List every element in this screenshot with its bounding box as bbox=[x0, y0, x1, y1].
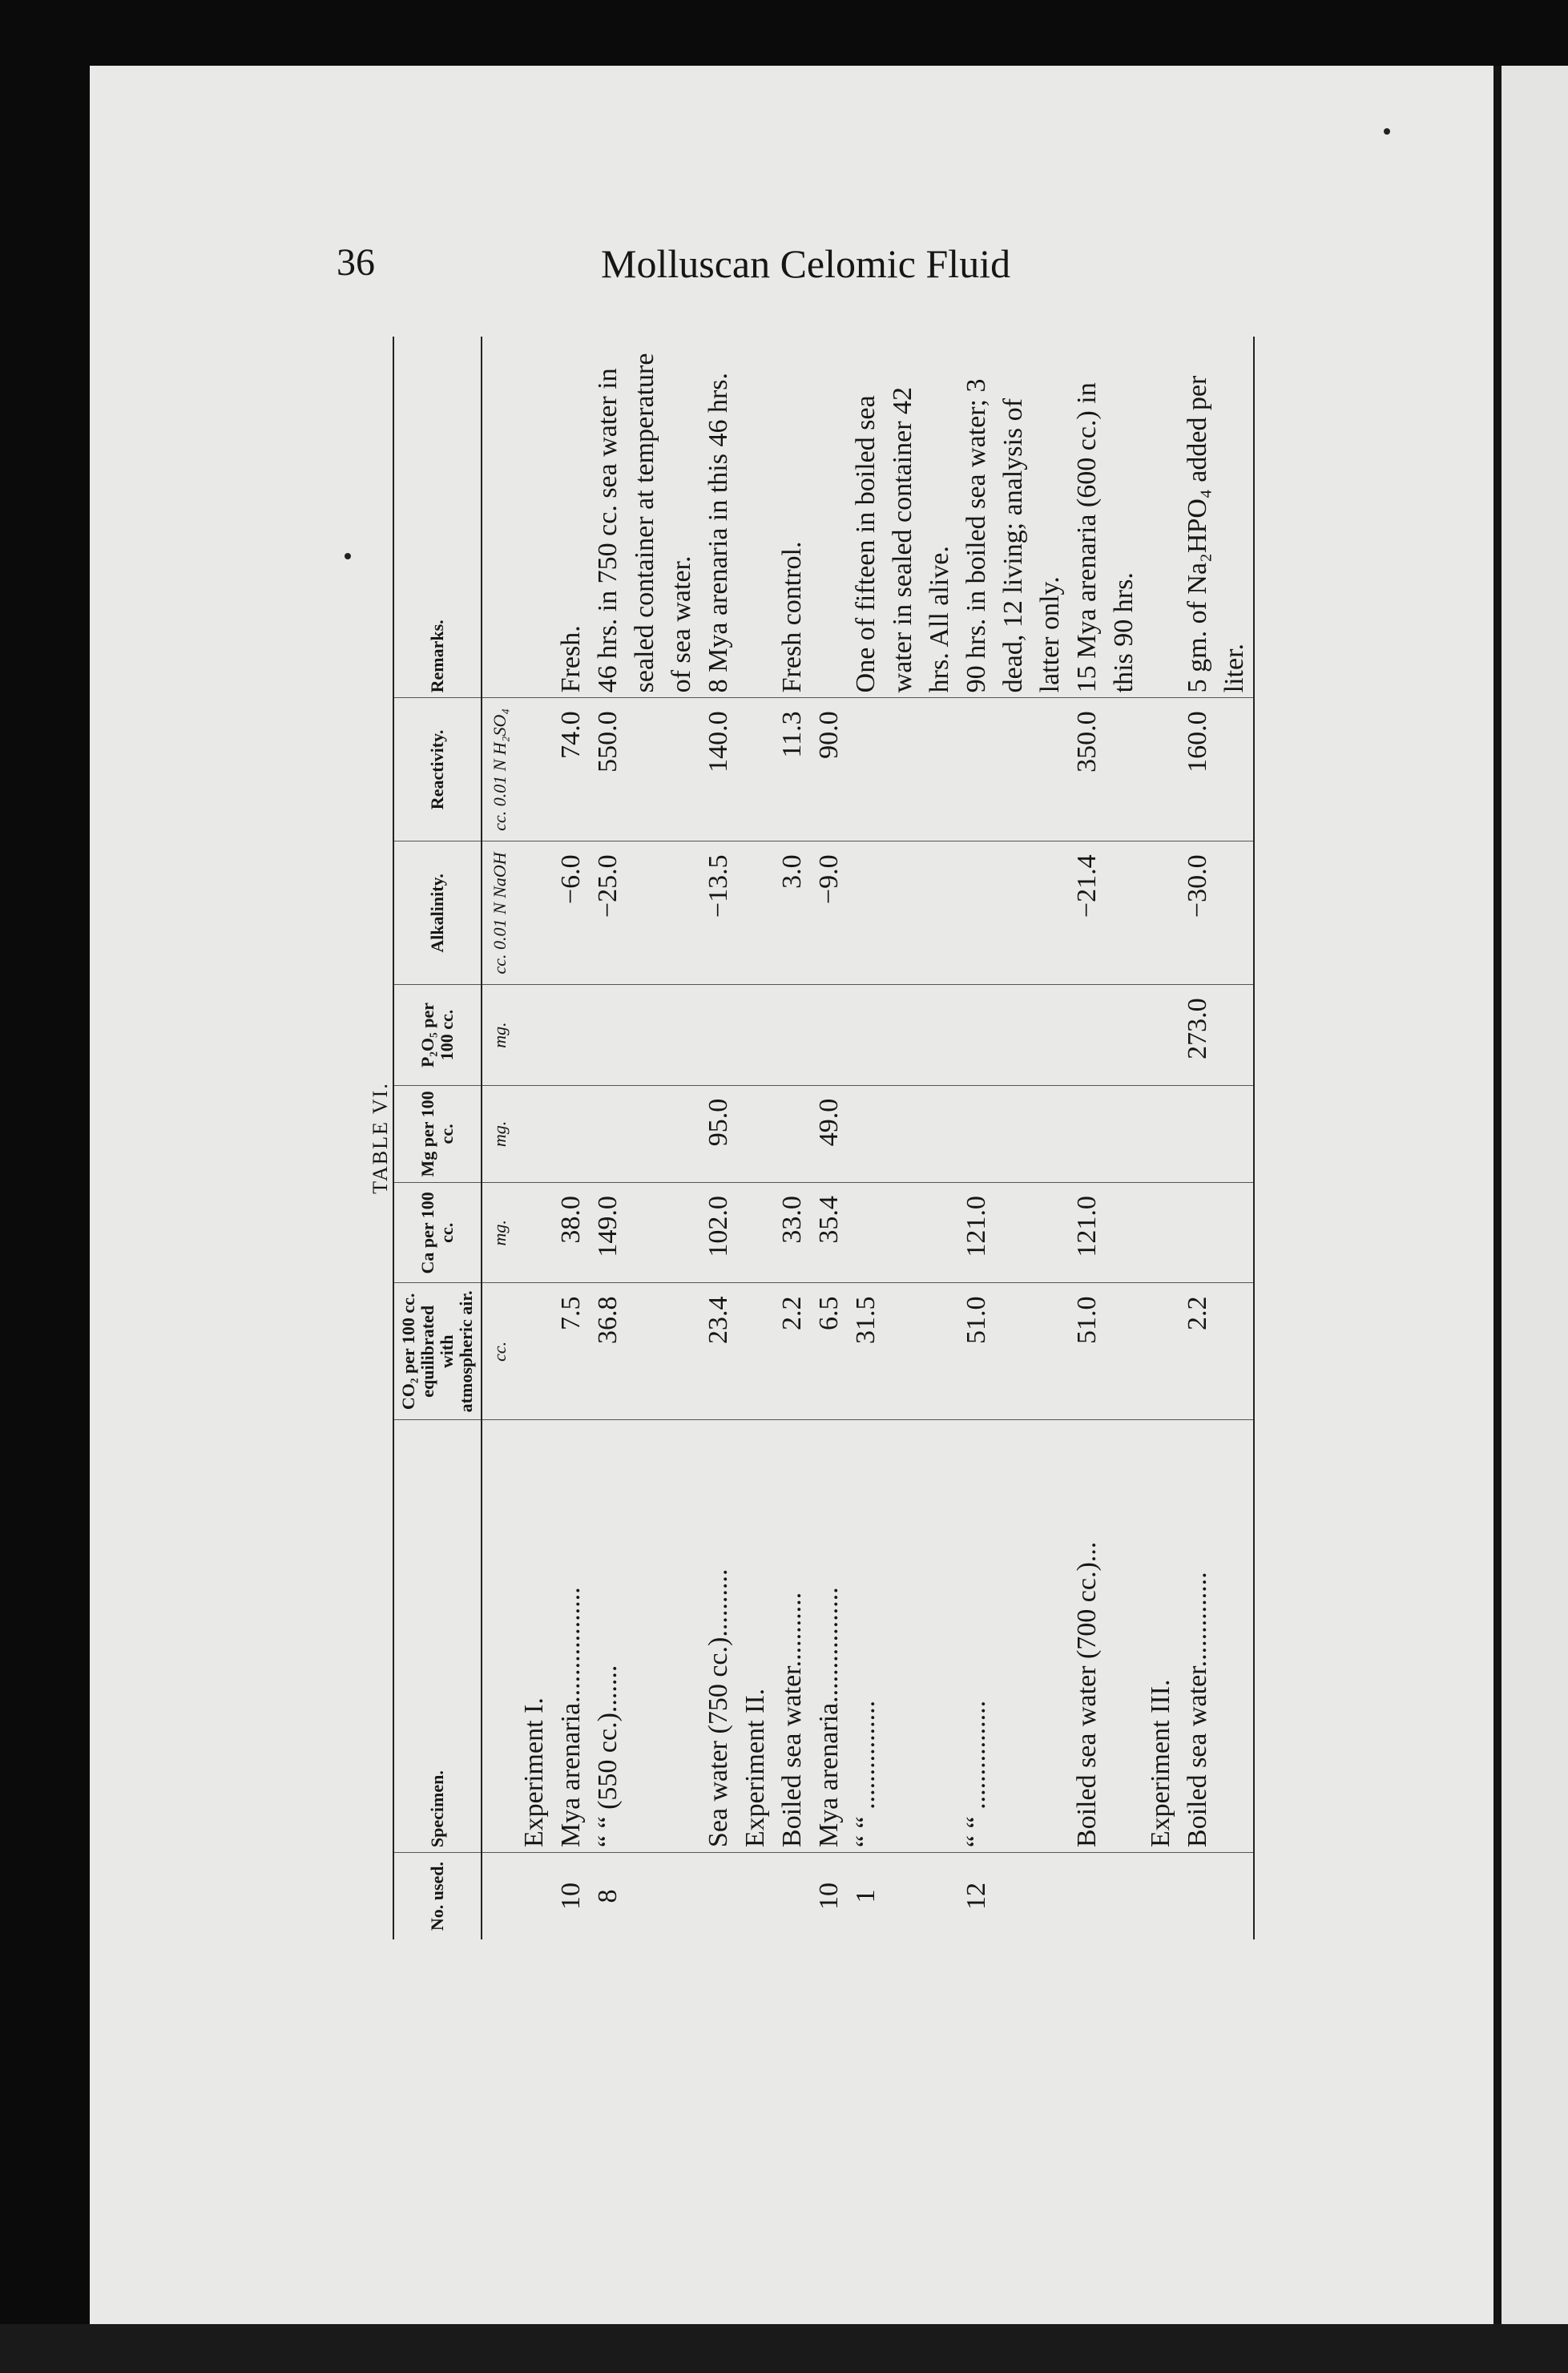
facing-page-edge bbox=[1493, 66, 1568, 2332]
cell-alkalinity: −13.5 bbox=[700, 841, 737, 985]
cell-mg: 49.0 bbox=[811, 1085, 848, 1182]
cell-co2: 36.8 bbox=[590, 1283, 700, 1420]
cell-remarks bbox=[1143, 337, 1179, 698]
cell-reactivity bbox=[516, 698, 553, 841]
cell-remarks bbox=[737, 337, 774, 698]
cell-no bbox=[516, 1853, 553, 1939]
cell-remarks: 8 Mya arenaria in this 46 hrs. bbox=[700, 337, 737, 698]
col-header-co2: CO₂ per 100 cc. equilibrated with atmospheric air. bbox=[393, 1283, 482, 1420]
cell-alkalinity bbox=[1143, 841, 1179, 985]
table-row bbox=[1069, 337, 1143, 1939]
cell-no: 8 bbox=[593, 1889, 623, 1903]
cell-ca bbox=[848, 1183, 958, 1283]
table-row bbox=[700, 337, 737, 1939]
cell-remarks: 46 hrs. in 750 cc. sea water in sealed container at temperature of sea water. bbox=[590, 337, 700, 698]
cell-p2o5 bbox=[737, 985, 774, 1085]
cell-ca bbox=[1143, 1183, 1179, 1283]
cell-co2 bbox=[737, 1283, 774, 1420]
cell-specimen: Boiled sea water.............. bbox=[1179, 1420, 1254, 1853]
cell-alkalinity: −30.0 bbox=[1179, 841, 1254, 985]
cell-reactivity: 550.0 bbox=[590, 698, 700, 841]
cell-reactivity bbox=[848, 698, 958, 841]
cell-ca: 35.4 bbox=[811, 1183, 848, 1283]
cell-p2o5 bbox=[590, 985, 700, 1085]
cell-mg bbox=[848, 1085, 958, 1182]
cell-no: 1 bbox=[851, 1889, 881, 1903]
page-number: 36 bbox=[337, 241, 375, 284]
cell-reactivity bbox=[737, 698, 774, 841]
cell-specimen: Experiment I. bbox=[516, 1420, 553, 1853]
cell-no: 10 bbox=[556, 1883, 586, 1911]
unit-no bbox=[482, 1853, 516, 1939]
cell-co2: 51.0 bbox=[1069, 1283, 1143, 1420]
cell-mg bbox=[516, 1085, 553, 1182]
cell-p2o5 bbox=[516, 985, 553, 1085]
cell-ca: 121.0 bbox=[1069, 1183, 1143, 1283]
cell-co2: 2.2 bbox=[1179, 1283, 1254, 1420]
cell-alkalinity: 3.0 bbox=[774, 841, 811, 985]
cell-alkalinity bbox=[737, 841, 774, 985]
cell-co2: 7.5 bbox=[553, 1283, 590, 1420]
cell-remarks: Fresh. bbox=[553, 337, 590, 698]
cell-p2o5 bbox=[1143, 985, 1179, 1085]
table-row bbox=[590, 337, 700, 1939]
cell-co2 bbox=[516, 1283, 553, 1420]
col-header-ca: Ca per 100 cc. bbox=[393, 1183, 482, 1283]
table-title: TABLE VI. bbox=[369, 1082, 392, 1194]
cell-reactivity: 90.0 bbox=[811, 698, 848, 841]
cell-co2: 23.4 bbox=[700, 1283, 737, 1420]
cell-p2o5 bbox=[774, 985, 811, 1085]
col-header-remarks: Remarks. bbox=[393, 337, 482, 698]
cell-ca bbox=[737, 1183, 774, 1283]
cell-ca: 38.0 bbox=[553, 1183, 590, 1283]
cell-alkalinity bbox=[958, 841, 1069, 985]
cell-ca bbox=[516, 1183, 553, 1283]
cell-specimen: Experiment III. bbox=[1143, 1420, 1179, 1853]
cell-p2o5 bbox=[553, 985, 590, 1085]
unit-remarks bbox=[482, 337, 516, 698]
cell-co2: 2.2 bbox=[774, 1283, 811, 1420]
cell-co2 bbox=[1143, 1283, 1179, 1420]
unit-mg: mg. bbox=[482, 1085, 516, 1182]
cell-mg bbox=[1143, 1085, 1179, 1182]
units-row bbox=[482, 337, 516, 1939]
cell-specimen: “ “ ................ bbox=[848, 1420, 958, 1853]
cell-specimen: Boiled sea water (700 cc.)... bbox=[1069, 1420, 1143, 1853]
cell-mg bbox=[958, 1085, 1069, 1182]
cell-alkalinity bbox=[848, 841, 958, 985]
cell-p2o5 bbox=[1069, 985, 1143, 1085]
cell-p2o5 bbox=[958, 985, 1069, 1085]
cell-reactivity bbox=[1143, 698, 1179, 841]
cell-no bbox=[1143, 1853, 1179, 1939]
cell-specimen: Mya arenaria................. bbox=[553, 1420, 590, 1853]
table-row bbox=[737, 337, 774, 1939]
cell-specimen: Mya arenaria................. bbox=[811, 1420, 848, 1853]
cell-ca: 102.0 bbox=[700, 1183, 737, 1283]
table-row bbox=[1143, 337, 1179, 1939]
cell-no bbox=[774, 1853, 811, 1939]
cell-reactivity: 11.3 bbox=[774, 698, 811, 841]
cell-mg bbox=[774, 1085, 811, 1182]
unit-ca: mg. bbox=[482, 1183, 516, 1283]
cell-reactivity: 140.0 bbox=[700, 698, 737, 841]
cell-alkalinity: −6.0 bbox=[553, 841, 590, 985]
unit-p2o5: mg. bbox=[482, 985, 516, 1085]
data-table bbox=[393, 337, 1255, 1939]
unit-reactivity: cc. 0.01 N H₂SO₄ bbox=[482, 698, 516, 841]
cell-no bbox=[1179, 1853, 1254, 1939]
table-row bbox=[516, 337, 553, 1939]
cell-mg bbox=[737, 1085, 774, 1182]
speck bbox=[1384, 128, 1390, 135]
speck bbox=[345, 553, 351, 559]
unit-co2: cc. bbox=[482, 1283, 516, 1420]
page-header bbox=[248, 240, 1074, 289]
cell-mg bbox=[590, 1085, 700, 1182]
table-row bbox=[958, 337, 1069, 1939]
cell-remarks: 15 Mya arenaria (600 cc.) in this 90 hrs. bbox=[1069, 337, 1143, 698]
cell-p2o5 bbox=[811, 985, 848, 1085]
cell-no bbox=[700, 1853, 737, 1939]
cell-alkalinity bbox=[516, 841, 553, 985]
col-header-reactivity: Reactivity. bbox=[393, 698, 482, 841]
table-row bbox=[774, 337, 811, 1939]
cell-ca: 149.0 bbox=[590, 1183, 700, 1283]
cell-ca bbox=[1179, 1183, 1254, 1283]
cell-remarks bbox=[811, 337, 848, 698]
cell-specimen: Boiled sea water........... bbox=[774, 1420, 811, 1853]
col-header-no: No. used. bbox=[393, 1853, 482, 1939]
table-row bbox=[811, 337, 848, 1939]
col-header-mg: Mg per 100 cc. bbox=[393, 1085, 482, 1182]
cell-specimen: Sea water (750 cc.).......... bbox=[700, 1420, 737, 1853]
cell-mg bbox=[1179, 1085, 1254, 1182]
cell-p2o5: 273.0 bbox=[1179, 985, 1254, 1085]
cell-co2: 51.0 bbox=[958, 1283, 1069, 1420]
cell-remarks: 5 gm. of Na₂HPO₄ added per liter. bbox=[1179, 337, 1254, 698]
cell-mg bbox=[553, 1085, 590, 1182]
cell-remarks: Fresh control. bbox=[774, 337, 811, 698]
scan-border bbox=[0, 2324, 1568, 2373]
cell-alkalinity: −21.4 bbox=[1069, 841, 1143, 985]
cell-reactivity: 160.0 bbox=[1179, 698, 1254, 841]
cell-remarks: 90 hrs. in boiled sea water; 3 dead, 12 living; analysis of latter only. bbox=[958, 337, 1069, 698]
unit-alkalinity: cc. 0.01 N NaOH bbox=[482, 841, 516, 985]
table-row bbox=[848, 337, 958, 1939]
table-header-row bbox=[393, 337, 482, 1939]
cell-no bbox=[1069, 1853, 1143, 1939]
cell-alkalinity: −9.0 bbox=[811, 841, 848, 985]
col-header-alkalinity: Alkalinity. bbox=[393, 841, 482, 985]
running-title: Molluscan Celomic Fluid bbox=[601, 241, 1011, 286]
cell-ca: 33.0 bbox=[774, 1183, 811, 1283]
cell-no: 10 bbox=[814, 1883, 844, 1911]
cell-reactivity: 74.0 bbox=[553, 698, 590, 841]
cell-p2o5 bbox=[700, 985, 737, 1085]
cell-no: 12 bbox=[961, 1883, 991, 1911]
cell-reactivity: 350.0 bbox=[1069, 698, 1143, 841]
table-row bbox=[1179, 337, 1254, 1939]
cell-p2o5 bbox=[848, 985, 958, 1085]
cell-co2: 31.5 bbox=[848, 1283, 958, 1420]
cell-no bbox=[737, 1853, 774, 1939]
cell-remarks bbox=[516, 337, 553, 698]
table-row bbox=[553, 337, 590, 1939]
rotated-table-container bbox=[369, 337, 1354, 1939]
unit-specimen bbox=[482, 1420, 516, 1853]
col-header-p2o5: P₂O₅ per 100 cc. bbox=[393, 985, 482, 1085]
cell-co2: 6.5 bbox=[811, 1283, 848, 1420]
cell-alkalinity: −25.0 bbox=[590, 841, 700, 985]
cell-mg: 95.0 bbox=[700, 1085, 737, 1182]
cell-specimen: “ “ (550 cc.)....... bbox=[590, 1420, 700, 1853]
cell-specimen: Experiment II. bbox=[737, 1420, 774, 1853]
cell-remarks: One of fifteen in boiled sea water in sealed container 42 hrs. All alive. bbox=[848, 337, 958, 698]
cell-reactivity bbox=[958, 698, 1069, 841]
cell-mg bbox=[1069, 1085, 1143, 1182]
cell-specimen: “ “ ................ bbox=[958, 1420, 1069, 1853]
cell-ca: 121.0 bbox=[958, 1183, 1069, 1283]
col-header-specimen: Specimen. bbox=[393, 1420, 482, 1853]
